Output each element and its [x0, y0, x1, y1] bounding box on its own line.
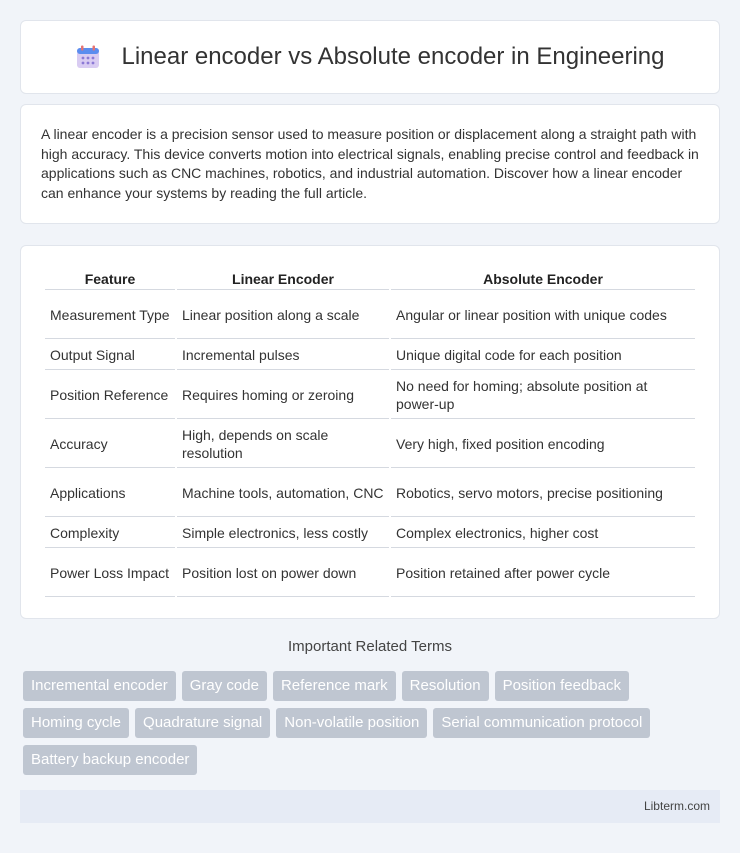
intro-section	[20, 104, 720, 224]
table-row	[45, 421, 695, 468]
table-row	[45, 292, 695, 339]
table-row	[45, 341, 695, 370]
row-absolute: Unique digital code for each position	[391, 341, 695, 370]
page-title: Linear encoder vs Absolute encoder in Engineering	[121, 43, 665, 70]
row-absolute: Complex electronics, higher cost	[391, 519, 695, 548]
row-feature: Output Signal	[45, 341, 175, 370]
page-header	[20, 20, 720, 94]
table-row	[45, 470, 695, 517]
tag-quadrature-signal[interactable]: Quadrature signal	[135, 708, 270, 738]
comparison-table-card	[20, 245, 720, 619]
row-linear: Position lost on power down	[177, 550, 389, 597]
tag-incremental-encoder[interactable]: Incremental encoder	[23, 671, 176, 701]
footer	[20, 790, 720, 823]
tag-gray-code[interactable]: Gray code	[182, 671, 267, 701]
row-absolute: No need for homing; absolute position at power-up	[391, 372, 695, 419]
row-feature: Measurement Type	[45, 292, 175, 339]
tag-battery-backup-encoder[interactable]: Battery backup encoder	[23, 745, 197, 775]
table-row	[45, 372, 695, 419]
header-feature: Feature	[45, 268, 175, 290]
row-linear: Machine tools, automation, CNC	[177, 470, 389, 517]
row-absolute: Position retained after power cycle	[391, 550, 695, 597]
table-row	[45, 519, 695, 548]
row-feature: Power Loss Impact	[45, 550, 175, 597]
table-header-row	[45, 268, 695, 290]
tag-homing-cycle[interactable]: Homing cycle	[23, 708, 129, 738]
calendar-icon	[75, 44, 101, 70]
row-linear: High, depends on scale resolution	[177, 421, 389, 468]
row-linear: Incremental pulses	[177, 341, 389, 370]
tag-resolution[interactable]: Resolution	[402, 671, 489, 701]
tag-serial-communication-protocol[interactable]: Serial communication protocol	[433, 708, 650, 738]
row-feature: Position Reference	[45, 372, 175, 419]
row-linear: Simple electronics, less costly	[177, 519, 389, 548]
row-feature: Accuracy	[45, 421, 175, 468]
tag-non-volatile-position[interactable]: Non-volatile position	[276, 708, 427, 738]
intro-text: A linear encoder is a precision sensor used to measure position or displacement along a straight path with high accuracy. This device converts motion into electrical signals, enabling precise control and feedback in applications such as CNC machines, robotics, and industrial automation. Discover how a linear encoder can enhance your systems by reading the full article.	[41, 126, 699, 201]
tag-position-feedback[interactable]: Position feedback	[495, 671, 629, 701]
row-linear: Linear position along a scale	[177, 292, 389, 339]
related-terms-title: Important Related Terms	[288, 638, 452, 655]
header-linear-encoder: Linear Encoder	[177, 268, 389, 290]
tag-reference-mark[interactable]: Reference mark	[273, 671, 396, 701]
row-feature: Applications	[45, 470, 175, 517]
header-absolute-encoder: Absolute Encoder	[391, 268, 695, 290]
row-absolute: Robotics, servo motors, precise positioning	[391, 470, 695, 517]
row-linear: Requires homing or zeroing	[177, 372, 389, 419]
row-absolute: Very high, fixed position encoding	[391, 421, 695, 468]
footer-brand-link[interactable]: Libterm.com	[643, 799, 710, 813]
row-feature: Complexity	[45, 519, 175, 548]
row-absolute: Angular or linear position with unique codes	[391, 292, 695, 339]
table-row	[45, 550, 695, 597]
related-terms-tags	[23, 671, 723, 775]
comparison-table	[43, 266, 697, 599]
